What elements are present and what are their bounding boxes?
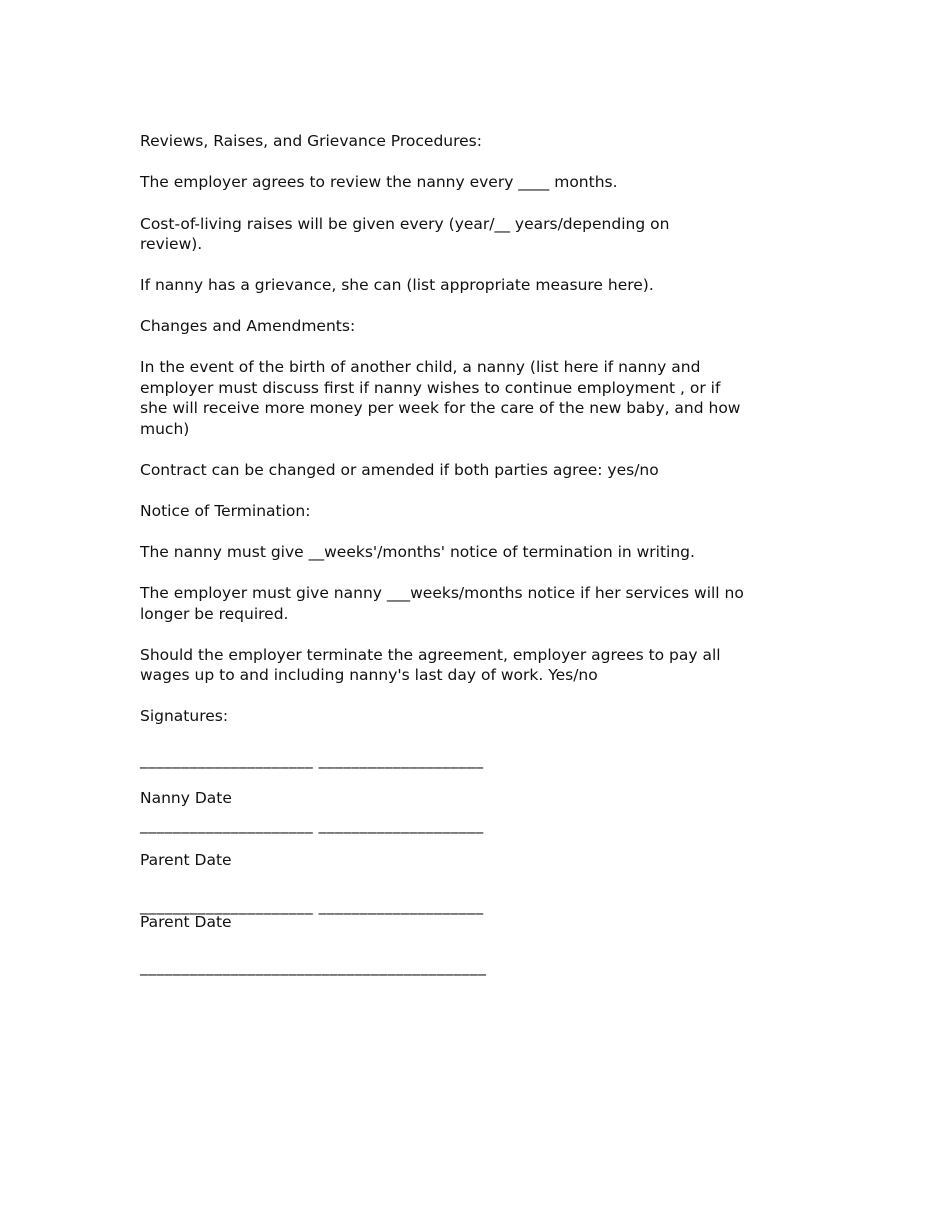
birth-clause-line-3: she will receive more money per week for the care of the new baby, and how [140,399,741,417]
wages-clause-line-2: wages up to and including nanny's last day of work. Yes/no [140,666,598,684]
amend-clause: Contract can be changed or amended if both parties agree: yes/no [140,461,659,479]
reviews-heading: Reviews, Raises, and Grievance Procedures: [140,132,482,150]
nanny-notice-clause: The nanny must give __weeks'/months' notice of termination in writing. [140,543,695,561]
signature-line-2: _____________________ ____________________ [140,816,484,834]
signature-label-nanny: Nanny Date [140,789,232,807]
raises-clause-line-2: review). [140,235,203,253]
wages-clause-line-1: Should the employer terminate the agreement, employer agrees to pay all [140,646,721,664]
signatures-heading: Signatures: [140,707,229,725]
signature-line-4: __________________________________________ [140,958,487,976]
signature-line-3: _____________________ ____________________ [140,897,484,915]
signature-label-parent-1: Parent Date [140,851,232,869]
raises-clause-line-1: Cost-of-living raises will be given every (year/__ years/depending on [140,215,670,233]
termination-heading: Notice of Termination: [140,502,311,520]
changes-heading: Changes and Amendments: [140,317,356,335]
review-clause: The employer agrees to review the nanny every ____ months. [140,173,618,191]
signature-line-1: _____________________ ____________________ [140,751,484,769]
birth-clause-line-2: employer must discuss first if nanny wishes to continue employment , or if [140,379,721,397]
grievance-clause: If nanny has a grievance, she can (list appropriate measure here). [140,276,654,294]
signature-label-parent-2: Parent Date [140,913,232,931]
employer-notice-line-1: The employer must give nanny ___weeks/months notice if her services will no [140,584,744,602]
employer-notice-line-2: longer be required. [140,605,289,623]
birth-clause-line-1: In the event of the birth of another child, a nanny (list here if nanny and [140,358,701,376]
birth-clause-line-4: much) [140,420,190,438]
